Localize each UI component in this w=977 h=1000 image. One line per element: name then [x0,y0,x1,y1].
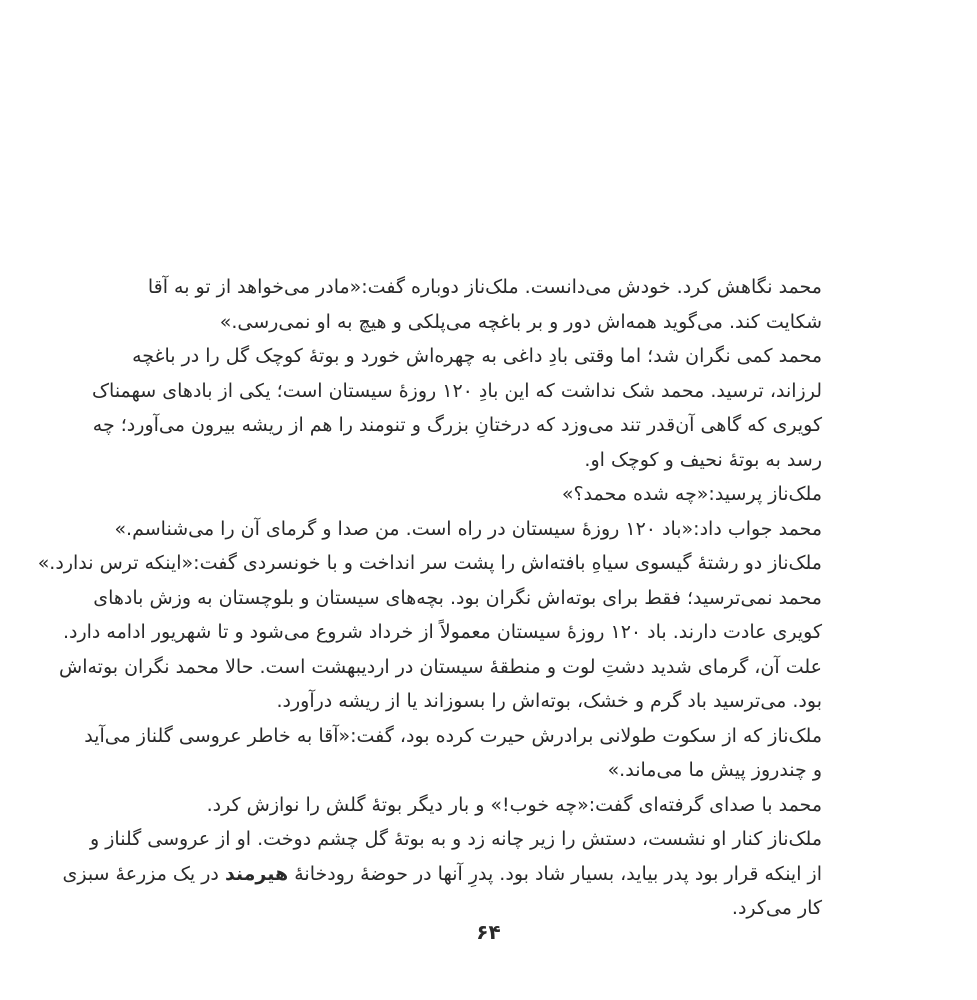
body-line: محمد نگاهش کرد. خودش می‌دانست. ملک‌ناز دوباره گفت:«مادر می‌خواهد از تو به آقا [147,276,822,298]
body-line: بود. می‌ترسید باد گرم و خشک، بوته‌اش را بسوزاند یا از ریشه درآورد. [276,690,822,712]
body-line: ملک‌ناز که از سکوت طولانی برادرش حیرت کرده بود، گفت:«آقا به خاطر عروسی گلناز می‌آید [84,724,822,747]
body-line: لرزاند، ترسید. محمد شک نداشت که این بادِ ۱۲۰ روزهٔ سیستان است؛ یکی از بادهای سهمناک [92,379,822,402]
body-line: ملک‌ناز پرسید:«چه شده محمد؟» [561,483,822,505]
body-text-segment: در یک مزرعهٔ سبزی [62,862,225,885]
body-line: محمد با صدای گرفته‌ای گفت:«چه خوب!» و بار دیگر بوتهٔ گلش را نوازش کرد. [206,793,822,816]
body-line: محمد جواب داد:«باد ۱۲۰ روزهٔ سیستان در راه است. من صدا و گرمای آن را می‌شناسم.» [114,517,822,540]
body-line: و چندروز پیش ما می‌ماند.» [607,759,822,781]
body-line: محمد کمی نگران شد؛ اما وقتی بادِ داغی به چهره‌اش خورد و بوتهٔ کوچک گل را در باغچه [132,345,822,367]
body-line-with-emphasis [62,857,822,892]
page-number: ۶۴ [476,920,501,944]
body-line: کار می‌کرد. [731,897,822,919]
body-line: کویری عادت دارند. باد ۱۲۰ روزهٔ سیستان معمولاً از خرداد شروع می‌شود و تا شهریور ادامه دارد. [62,621,822,643]
body-line: علت آن، گرمای شدید دشتِ لوت و منطقهٔ سیستان در اردیبهشت است. حالا محمد نگران بوته‌اش [59,655,822,678]
body-line: کویری که گاهی آن‌قدر تند می‌وزد که درختانِ بزرگ و تنومند را هم از ریشه بیرون می‌آورد؛ چه [92,414,822,436]
body-line: ملک‌ناز کنار او نشست، دستش را زیر چانه زد و به بوتهٔ گل چشم دوخت. او از عروسی گلناز و [90,828,822,850]
body-line: رسد به بوتهٔ نحیف و کوچک او. [584,448,822,471]
emphasized-place-name: هیرمند [224,862,289,885]
body-text-segment: از اینکه قرار بود پدر بیاید، بسیار شاد بود. پدرِ آنها در حوضهٔ رودخانهٔ [288,862,822,885]
page-body [37,270,822,926]
body-line: ملک‌ناز دو رشتهٔ گیسوی سیاهِ بافته‌اش را پشت سر انداخت و با خونسردی گفت:«اینکه ترس ندارد.» [37,552,822,574]
body-line: محمد نمی‌ترسید؛ فقط برای بوته‌اش نگران بود. بچه‌های سیستان و بلوچستان به وزش بادهای [93,586,822,609]
body-line: شکایت کند. می‌گوید همه‌اش دور و بر باغچه می‌پلکی و هیچ به او نمی‌رسی.» [219,310,822,333]
